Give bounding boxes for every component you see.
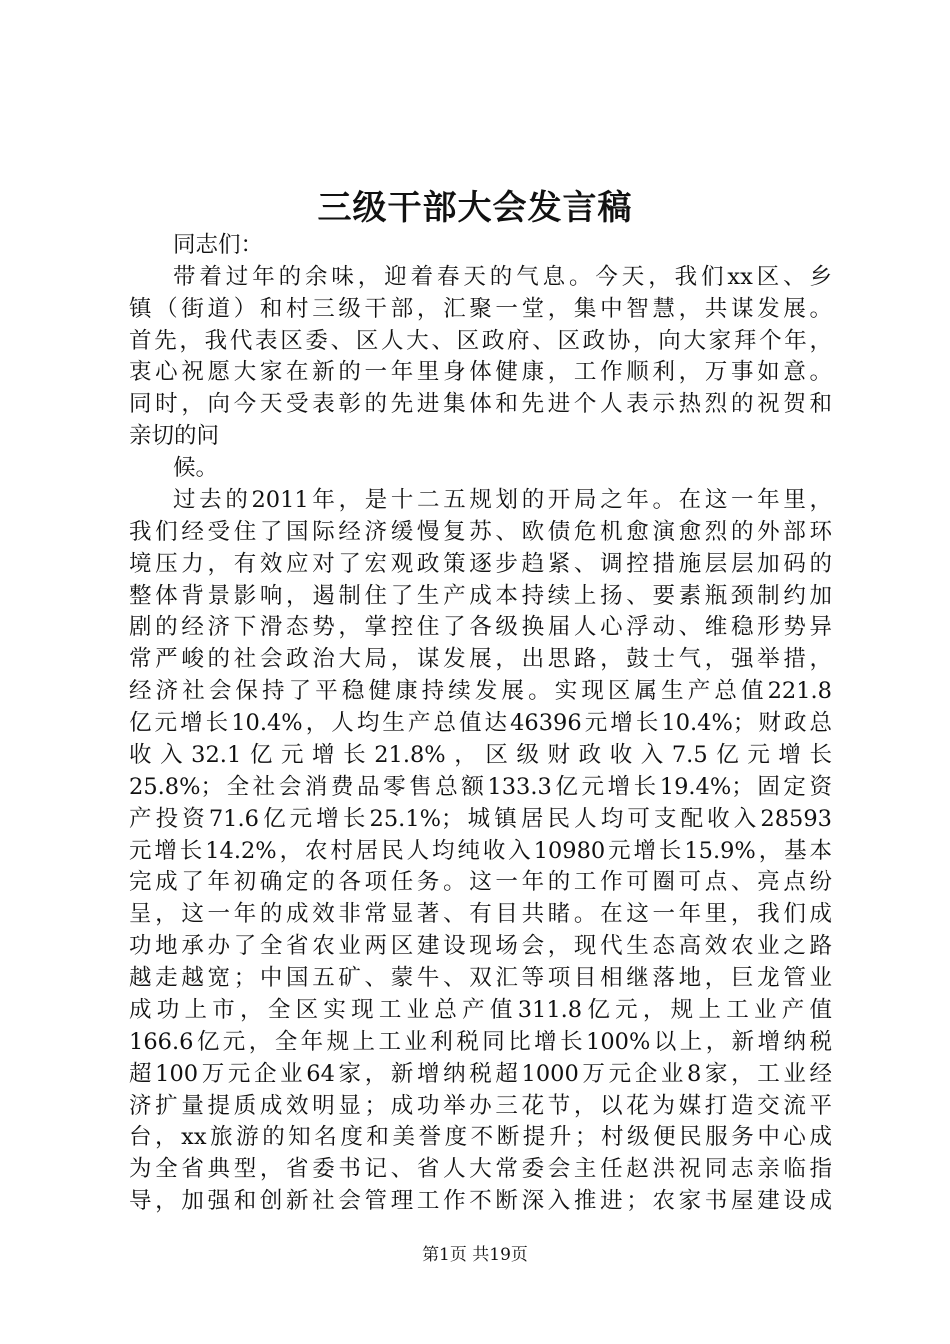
paragraph-line: 首先，我代表区委、区人大、区政府、区政协，向大家拜个年，	[129, 327, 832, 354]
paragraph-line: 镇（街道）和村三级干部，汇聚一堂，集中智慧，共谋发展。	[129, 295, 832, 322]
paragraph-line: 亲切的问	[129, 423, 220, 450]
paragraph-line: 超100万元企业64家，新增纳税超1000万元企业8家，工业经	[129, 1060, 832, 1087]
paragraph-line: 完成了年初确定的各项任务。这一年的工作可圈可点、亮点纷	[129, 869, 832, 896]
paragraph-line: 同时，向今天受表彰的先进集体和先进个人表示热烈的祝贺和	[129, 391, 832, 418]
paragraph-line: 成功上市，全区实现工业总产值311.8亿元，规上工业产值	[129, 996, 832, 1023]
paragraph-line: 候。	[173, 455, 219, 482]
paragraph-line: 整体背景影响，遏制住了生产成本持续上扬、要素瓶颈制约加	[129, 582, 832, 609]
paragraph-line: 166.6亿元，全年规上工业利税同比增长100%以上，新增纳税	[129, 1028, 832, 1055]
paragraph-line: 境压力，有效应对了宏观政策逐步趋紧、调控措施层层加码的	[129, 550, 832, 577]
paragraph-line: 25.8%；全社会消费品零售总额133.3亿元增长19.4%；固定资	[129, 773, 832, 800]
paragraph-line: 经济社会保持了平稳健康持续发展。实现区属生产总值221.8	[129, 678, 832, 705]
paragraph-line: 济扩量提质成效明显；成功举办三花节，以花为媒打造交流平	[129, 1092, 832, 1119]
paragraph-line: 元增长14.2%，农村居民人均纯收入10980元增长15.9%，基本	[129, 837, 832, 864]
paragraph-line: 衷心祝愿大家在新的一年里身体健康，工作顺利，万事如意。	[129, 359, 832, 386]
paragraph-line: 过去的2011年，是十二五规划的开局之年。在这一年里，	[173, 486, 832, 513]
paragraph-line: 带着过年的余味，迎着春天的气息。今天，我们xx区、乡	[173, 263, 832, 290]
paragraph-line: 剧的经济下滑态势，掌控住了各级换届人心浮动、维稳形势异	[129, 614, 832, 641]
paragraph-line: 产投资71.6亿元增长25.1%；城镇居民人均可支配收入28593	[129, 805, 832, 832]
page-number: 第1页 共19页	[422, 1245, 528, 1265]
paragraph-line: 收入32.1亿元增长21.8%，区级财政收入7.5亿元增长	[129, 741, 832, 768]
paragraph-line: 越走越宽；中国五矿、蒙牛、双汇等项目相继落地，巨龙管业	[129, 965, 832, 992]
salutation: 同志们：	[173, 232, 264, 258]
paragraph-line: 导，加强和创新社会管理工作不断深入推进；农家书屋建设成	[129, 1188, 832, 1215]
paragraph-line: 我们经受住了国际经济缓慢复苏、欧债危机愈演愈烈的外部环	[129, 518, 832, 545]
paragraph-line: 亿元增长10.4%，人均生产总值达46396元增长10.4%；财政总	[129, 710, 832, 737]
paragraph-line: 台，xx旅游的知名度和美誉度不断提升；村级便民服务中心成	[129, 1124, 832, 1151]
paragraph-line: 功地承办了全省农业两区建设现场会，现代生态高效农业之路	[129, 933, 832, 960]
paragraph-line: 常严峻的社会政治大局，谋发展，出思路，鼓士气，强举措，	[129, 646, 832, 673]
paragraph-line: 为全省典型，省委书记、省人大常委会主任赵洪祝同志亲临指	[129, 1156, 832, 1183]
page-title: 三级干部大会发言稿	[317, 188, 633, 228]
paragraph-line: 呈，这一年的成效非常显著、有目共睹。在这一年里，我们成	[129, 901, 832, 928]
